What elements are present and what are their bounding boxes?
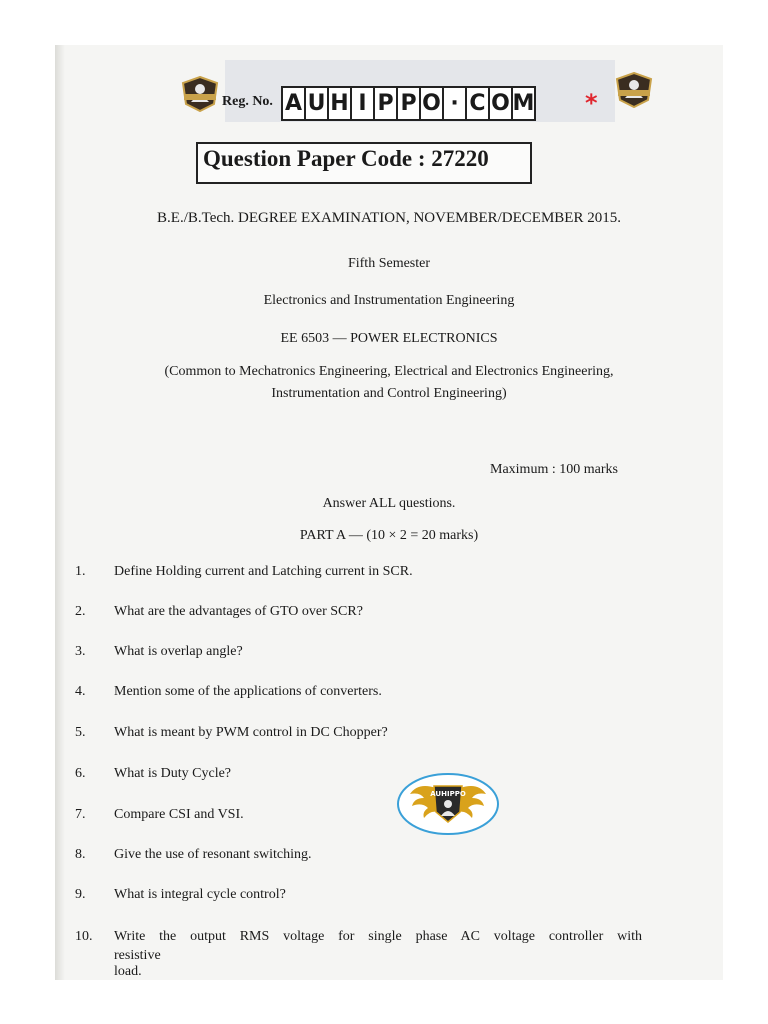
reg-char-box: P	[373, 86, 398, 121]
question-number: 5.	[75, 725, 86, 740]
reg-char-box: I	[350, 86, 375, 121]
reg-char-box: O	[488, 86, 513, 121]
question-text-continued: resistive load.	[114, 948, 161, 979]
question-number: 1.	[75, 564, 86, 579]
reg-char-box: C	[465, 86, 490, 121]
question-text: What is integral cycle control?	[114, 887, 286, 902]
question-number: 2.	[75, 604, 86, 619]
question-number: 7.	[75, 807, 86, 822]
instruction: Answer ALL questions.	[322, 496, 456, 511]
branch: Electronics and Instrumentation Engineering	[263, 293, 515, 308]
reg-char-box: O	[419, 86, 444, 121]
reg-char-box: M	[511, 86, 536, 121]
question-number: 10.	[75, 929, 93, 944]
question-text: What are the advantages of GTO over SCR?	[114, 604, 363, 619]
question-number: 3.	[75, 644, 86, 659]
question-text: Compare CSI and VSI.	[114, 807, 244, 822]
exam-paper	[55, 45, 723, 980]
reg-char-box: P	[396, 86, 421, 121]
common-to-line-1: (Common to Mechatronics Engineering, Electrical and Electronics Engineering,	[164, 364, 614, 379]
part-a-heading: PART A — (10 × 2 = 20 marks)	[299, 528, 479, 543]
question-number: 6.	[75, 766, 86, 781]
reg-number-label: Reg. No.	[222, 94, 273, 109]
auhippo-logo-icon	[396, 772, 500, 836]
svg-text:AUHIPPO: AUHIPPO	[430, 790, 466, 798]
shield-badge-icon	[181, 76, 219, 112]
question-text: What is overlap angle?	[114, 644, 243, 659]
reg-star-mark: *	[585, 89, 598, 117]
reg-char-box: H	[327, 86, 352, 121]
question-text: Give the use of resonant switching.	[114, 847, 312, 862]
question-text: What is Duty Cycle?	[114, 766, 232, 781]
subject-title: EE 6503 — POWER ELECTRONICS	[280, 331, 498, 346]
question-number: 4.	[75, 684, 86, 699]
reg-number-boxes	[283, 86, 536, 121]
degree-line: B.E./B.Tech. DEGREE EXAMINATION, NOVEMBER/DECEMBER 2015.	[157, 210, 621, 226]
question-text: Define Holding current and Latching current in SCR.	[114, 564, 413, 579]
reg-char-box: U	[304, 86, 329, 121]
question-number: 9.	[75, 887, 86, 902]
reg-char-box: ·	[442, 86, 467, 121]
reg-char-box: A	[281, 86, 306, 121]
maximum-marks: Maximum : 100 marks	[490, 462, 618, 477]
question-text: What is meant by PWM control in DC Chopper?	[114, 725, 388, 740]
paper-edge-shadow	[55, 45, 65, 980]
common-to-line-2: Instrumentation and Control Engineering)	[271, 386, 507, 401]
semester: Fifth Semester	[347, 256, 431, 271]
question-number: 8.	[75, 847, 86, 862]
question-paper-code: Question Paper Code : 27220	[203, 146, 489, 171]
shield-badge-icon	[615, 72, 653, 108]
question-text: Write the output RMS voltage for single phase AC voltage controller with	[114, 929, 642, 944]
question-text: Mention some of the applications of converters.	[114, 684, 382, 699]
